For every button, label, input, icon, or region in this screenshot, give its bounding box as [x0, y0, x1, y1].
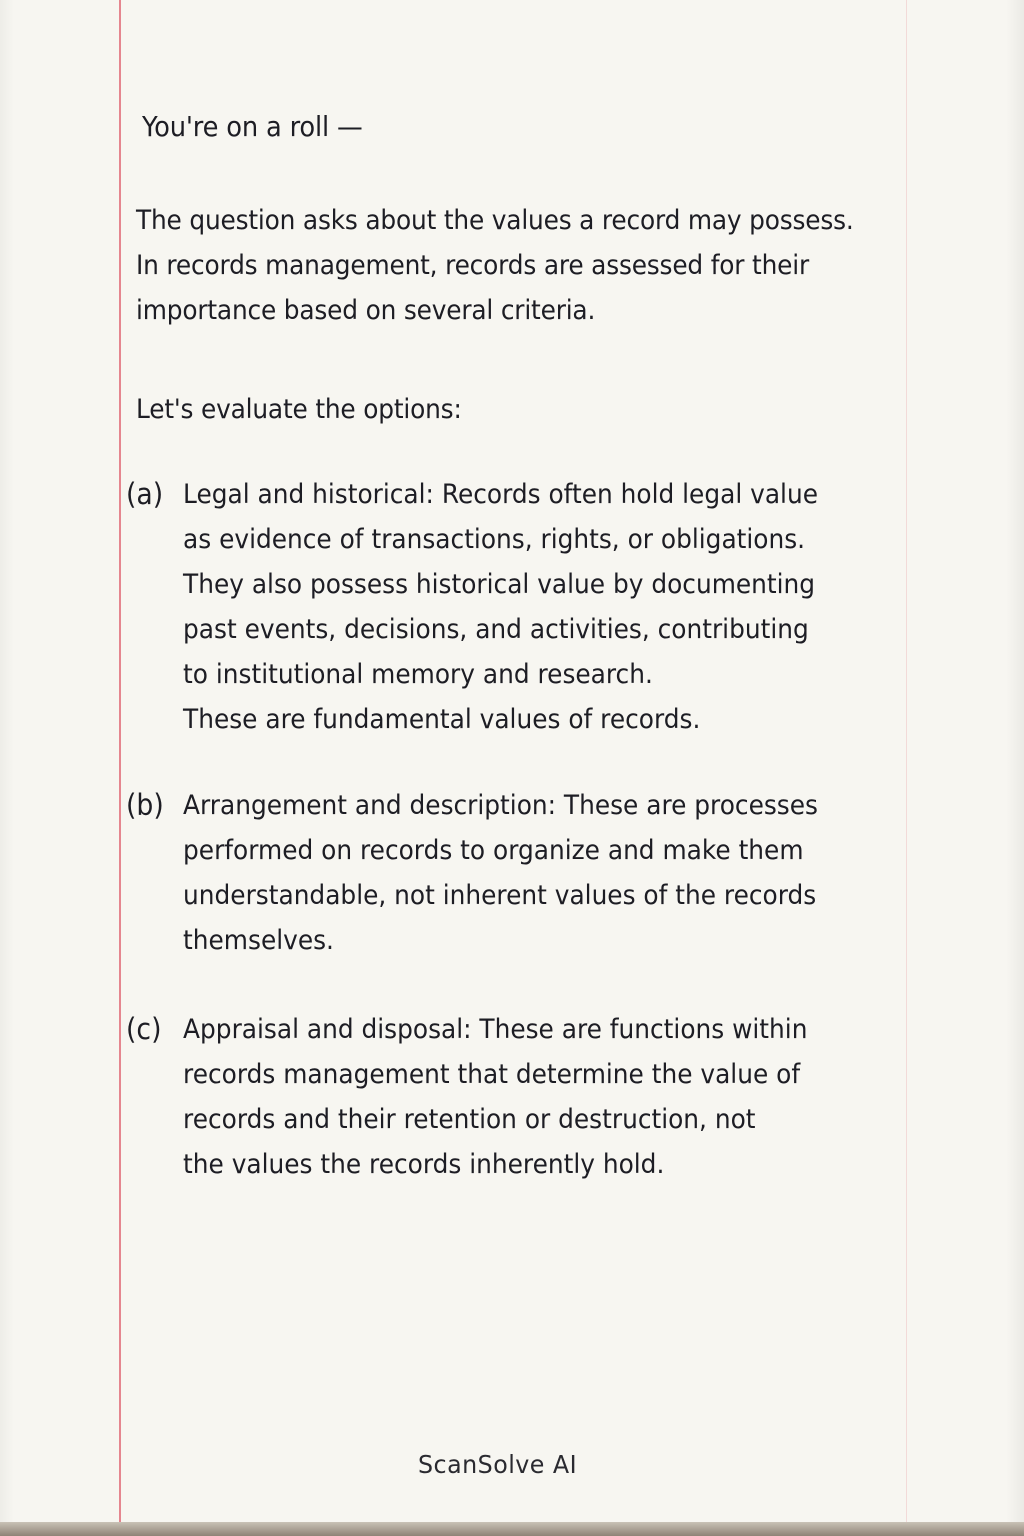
option-line: the values the records inherently hold.: [183, 1149, 665, 1180]
option-line: to institutional memory and research.: [183, 659, 653, 690]
page-bottom-edge: [0, 1522, 1024, 1536]
option-line: themselves.: [183, 925, 334, 956]
option-line: past events, decisions, and activities, contributing: [183, 614, 809, 645]
option-line: These are fundamental values of records.: [183, 704, 701, 735]
option-line: Legal and historical: Records often hold legal value: [183, 479, 818, 510]
option-line: records and their retention or destruction, not: [183, 1104, 756, 1135]
intro-line: importance based on several criteria.: [136, 295, 596, 326]
page-edge-line: [906, 0, 907, 1536]
watermark: ScanSolve AI: [418, 1450, 578, 1479]
option-marker: (c): [126, 1012, 162, 1046]
margin-line: [119, 0, 121, 1536]
intro-paragraph: [136, 198, 854, 333]
option-line: Arrangement and description: These are processes: [183, 790, 818, 821]
option-line: records management that determine the value of: [183, 1059, 801, 1090]
option-body: [183, 783, 818, 963]
option-body: [183, 472, 818, 742]
intro-line: The question asks about the values a record may possess.: [136, 205, 854, 236]
option-marker: (b): [126, 788, 164, 822]
option-line: as evidence of transactions, rights, or obligations.: [183, 524, 806, 555]
greeting-heading: You're on a roll —: [142, 110, 363, 143]
option-line: Appraisal and disposal: These are functions within: [183, 1014, 808, 1045]
option-line: They also possess historical value by documenting: [183, 569, 816, 600]
evaluate-heading: Let's evaluate the options:: [136, 394, 462, 425]
intro-line: In records management, records are assessed for their: [136, 250, 809, 281]
option-marker: (a): [126, 477, 164, 511]
option-line: understandable, not inherent values of the records: [183, 880, 817, 911]
option-body: [183, 1007, 807, 1187]
option-line: performed on records to organize and make them: [183, 835, 804, 866]
